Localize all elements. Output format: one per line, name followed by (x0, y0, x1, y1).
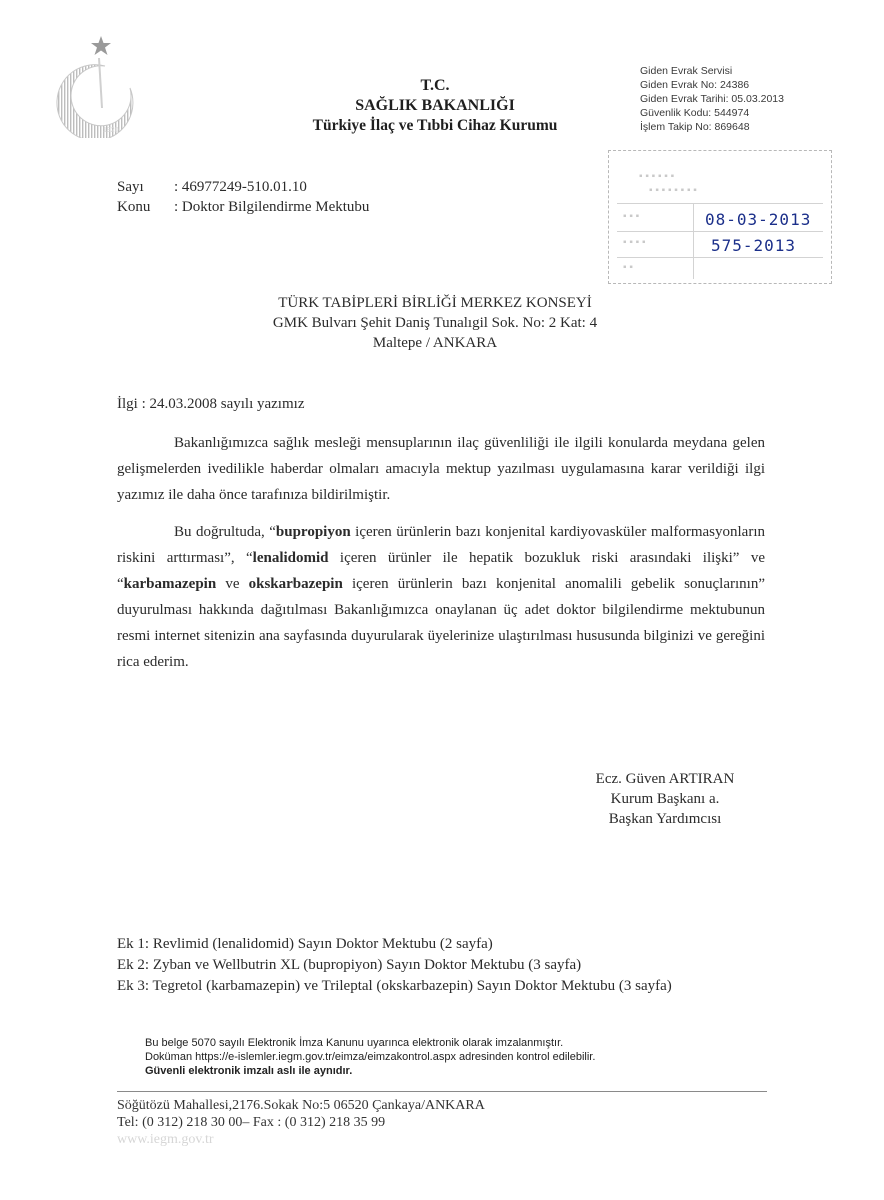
outgoing-document-info (640, 64, 784, 134)
p2-text-e: içeren ürünler ile hepatik bozukluk riski arasındaki ilişki” ve “ (117, 550, 765, 592)
sayi-row (117, 177, 369, 197)
footer-address: Söğütözü Mahallesi,2176.Sokak No:5 06520 Çankaya/ANKARA (117, 1098, 485, 1113)
attachments-list (117, 934, 672, 997)
attachment-item: Ek 1: Revlimid (lenalidomid) Sayın Doktor Mektubu (2 sayfa) (117, 936, 493, 952)
addressee-block (200, 293, 670, 353)
body-paragraph-1: Bakanlığımızca sağlık mesleği mensuplarının ilaç güvenliliği ile ilgili konularda meydana gelen gelişmelerden ivedilikle haberdar olmaları amacıyla mektup yazılması uygulamasına karar verildiği ilgi yazımız ile daha önce tarafınıza bildirilmiştir. (117, 435, 765, 503)
footer-website: www.iegm.gov.tr (117, 1132, 214, 1147)
header-line-tc: T.C. (420, 77, 450, 94)
addressee-street: GMK Bulvarı Şehit Daniş Tunalıgil Sok. No: 2 Kat: 4 (272, 315, 598, 331)
p2-text-g: ve (216, 576, 249, 592)
body-paragraph-2 (117, 519, 765, 675)
ministry-logo (55, 28, 145, 138)
footer-divider (117, 1091, 767, 1092)
evrak-tarih: Giden Evrak Tarihi: 05.03.2013 (640, 93, 784, 105)
p2-drug-karbamazepin: karbamazepin (123, 576, 217, 592)
p2-drug-bupropiyon: bupropiyon (275, 524, 351, 540)
addressee-name: TÜRK TABİPLERİ BİRLİĞİ MERKEZ KONSEYİ (278, 295, 592, 311)
evrak-no: Giden Evrak No: 24386 (640, 79, 750, 91)
reference-block (117, 177, 369, 217)
p2-text-a: Bu doğrultuda, “ (174, 524, 276, 540)
addressee-city: Maltepe / ANKARA (372, 335, 498, 351)
stamp-number-handwritten: 575-2013 (711, 236, 797, 255)
konu-row (117, 197, 369, 217)
received-stamp: ▪ ▪ ▪ ▪ ▪ ▪ ▪ ▪ ▪ ▪ ▪ ▪ ▪ ▪ ▪ ▪ ▪ ▪ ▪ ▪ ▪ ▪ ▪ 08-03-2013 575-2013 (608, 150, 832, 284)
esign-line-2: Doküman https://e-islemler.iegm.gov.tr/eimza/eimzakontrol.aspx adresinden kontrol edilebilir. (145, 1051, 596, 1063)
evrak-takip-no: İşlem Takip No: 869648 (640, 121, 750, 133)
footer-contact (117, 1097, 485, 1148)
sayi-value: : 46977249-510.01.10 (174, 179, 307, 195)
svg-text:1920: 1920 (103, 127, 119, 134)
signatory-title-2: Başkan Yardımcısı (608, 811, 722, 827)
signature-block (560, 769, 770, 829)
ministry-header (290, 76, 580, 136)
evrak-guvenlik-kodu: Güvenlik Kodu: 544974 (640, 107, 750, 119)
signatory-title-1: Kurum Başkanı a. (610, 791, 720, 807)
p2-text-c: içeren ürünlerin bazı konjenital kardiyovasküler malformasyonların riskini arttırması”, “ (117, 524, 766, 566)
esign-line-3: Güvenli elektronik imzalı aslı ile aynıdır. (145, 1065, 353, 1077)
letter-body (117, 430, 765, 675)
stamp-date-handwritten: 08-03-2013 (705, 210, 812, 229)
ilgi-reference: İlgi : 24.03.2008 sayılı yazımız (117, 396, 305, 412)
konu-value: : Doktor Bilgilendirme Mektubu (174, 199, 370, 215)
signatory-name: Ecz. Güven ARTIRAN (595, 771, 735, 787)
footer-phone-fax: Tel: (0 312) 218 30 00– Fax : (0 312) 218 35 99 (117, 1115, 386, 1130)
p2-text-i: içeren ürünlerin bazı konjenital anomalili gebelik sonuçlarının” duyurulması hakkında dağıtılması Bakanlığımızca onaylanan üç adet doktor bilgilendirme mektubunun resmi internet sitenizin ana sayfasında duyurularak üyelerinize ulaştırılması hususunda bilginizi ve gereğini rica ederim. (117, 576, 765, 670)
p2-drug-lenalidomid: lenalidomid (252, 550, 329, 566)
electronic-signature-notice (145, 1036, 595, 1078)
p2-drug-okskarbazepin: okskarbazepin (248, 576, 343, 592)
evrak-servis: Giden Evrak Servisi (640, 65, 733, 77)
esign-line-1: Bu belge 5070 sayılı Elektronik İmza Kanunu uyarınca elektronik olarak imzalanmıştır. (145, 1037, 564, 1049)
header-line-agency: Türkiye İlaç ve Tıbbi Cihaz Kurumu (312, 117, 558, 134)
header-line-ministry: SAĞLIK BAKANLIĞI (355, 97, 515, 114)
attachment-item: Ek 3: Tegretol (karbamazepin) ve Trileptal (okskarbazepin) Sayın Doktor Mektubu (3 sayfa) (117, 978, 672, 994)
attachment-item: Ek 2: Zyban ve Wellbutrin XL (bupropiyon) Sayın Doktor Mektubu (3 sayfa) (117, 957, 582, 973)
sayi-label: Sayı (117, 179, 144, 195)
konu-label: Konu (117, 199, 151, 215)
